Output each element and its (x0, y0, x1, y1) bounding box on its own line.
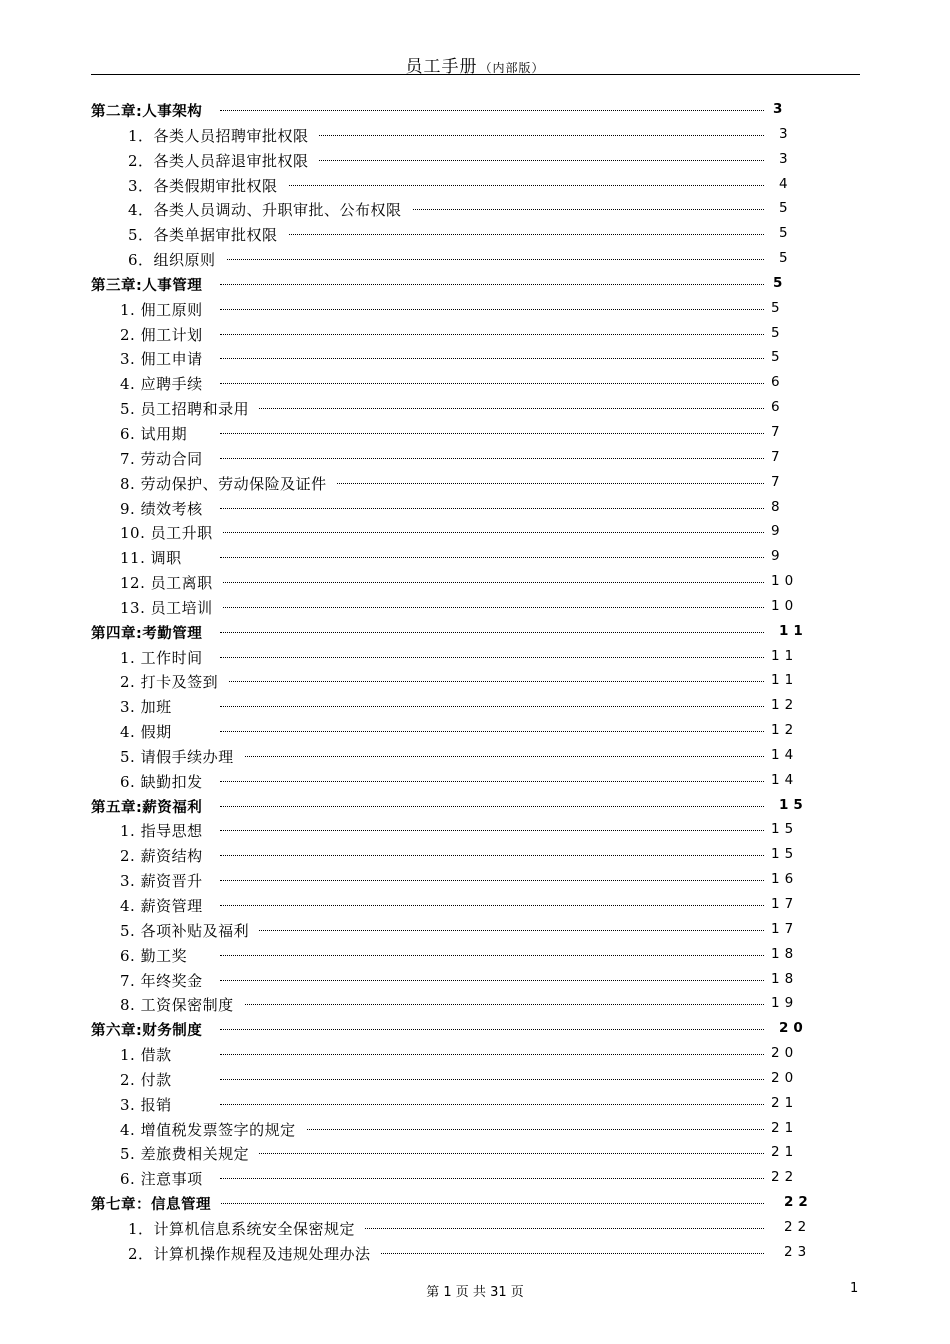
toc-entry-label: 3. 薪资晋升 (120, 870, 213, 891)
toc-entry-label: 第二章:人事架构 (91, 100, 212, 121)
toc-leader-dots (220, 259, 764, 260)
toc-section-entry[interactable] (0, 818, 950, 843)
toc-entry-page: 5 (779, 250, 793, 267)
toc-entry-page: 12 (771, 697, 799, 714)
toc-section-entry[interactable] (0, 496, 950, 521)
toc-entry-page: 14 (771, 746, 799, 763)
toc-leader-dots (220, 980, 764, 981)
toc-leader-dots (220, 185, 764, 186)
toc-entry-label: 2. 薪资结构 (120, 845, 213, 866)
toc-entry-page: 3 (779, 125, 793, 142)
toc-entry-page: 6 (771, 399, 785, 416)
toc-leader-dots (220, 358, 764, 359)
toc-entry-label: 5．各类单据审批权限 (128, 224, 288, 245)
toc-leader-dots (220, 433, 764, 434)
toc-entry-page: 18 (771, 945, 799, 962)
toc-entry-label: 4. 薪资管理 (120, 895, 213, 916)
toc-leader-dots (220, 855, 764, 856)
toc-entry-page: 5 (779, 200, 793, 217)
toc-leader-dots (220, 1029, 764, 1030)
toc-entry-page: 21 (771, 1119, 799, 1136)
toc-entry-page: 22 (784, 1218, 812, 1235)
toc-leader-dots (220, 1178, 764, 1179)
toc-entry-label: 8. 劳动保护、劳动保险及证件 (120, 473, 337, 494)
toc-entry-page: 18 (771, 970, 799, 987)
toc-entry-label: 3. 报销 (120, 1094, 182, 1115)
toc-entry-label: 6. 缺勤扣发 (120, 771, 213, 792)
toc-entry-label: 11. 调职 (120, 547, 192, 568)
toc-entry-page: 15 (779, 796, 808, 813)
toc-leader-dots (220, 508, 764, 509)
toc-section-entry[interactable] (0, 843, 950, 868)
toc-section-entry[interactable] (0, 471, 950, 496)
toc-entry-label: 10. 员工升职 (120, 522, 223, 543)
toc-leader-dots (220, 632, 764, 633)
toc-entry-page: 16 (771, 871, 799, 888)
toc-entry-page: 7 (771, 473, 785, 490)
toc-entry-page: 17 (771, 896, 799, 912)
toc-section-entry[interactable] (0, 1042, 950, 1067)
toc-entry-page: 15 (771, 846, 799, 863)
toc-section-entry[interactable] (0, 297, 950, 322)
toc-leader-dots (220, 557, 764, 558)
toc-section-entry[interactable] (0, 346, 950, 371)
toc-entry-page: 9 (771, 548, 785, 565)
toc-entry-page: 23 (784, 1243, 812, 1260)
toc-section-entry[interactable] (0, 968, 950, 993)
toc-entry-page: 17 (771, 920, 799, 937)
toc-entry-label: 5. 各项补贴及福利 (120, 920, 259, 941)
toc-leader-dots (220, 955, 764, 956)
toc-entry-label: 5. 差旅费相关规定 (120, 1143, 259, 1164)
toc-section-entry[interactable] (0, 421, 950, 446)
toc-leader-dots (220, 905, 764, 906)
footer-total-pages: 31 (490, 1285, 507, 1300)
page-footer (0, 1281, 950, 1300)
toc-section-entry[interactable] (0, 545, 950, 570)
toc-section-entry[interactable] (0, 719, 950, 744)
toc-entry-page: 20 (779, 1020, 808, 1037)
toc-entry-page: 9 (771, 523, 785, 540)
toc-entry-page: 14 (771, 771, 799, 788)
toc-entry-page: 11 (771, 672, 799, 689)
toc-entry-label: 3. 加班 (120, 696, 182, 717)
toc-section-entry[interactable] (0, 173, 950, 198)
toc-entry-page: 20 (771, 1045, 799, 1062)
toc-entry-page: 21 (771, 1094, 799, 1111)
toc-chapter-entry[interactable] (0, 1017, 950, 1042)
toc-entry-label: 2．各类人员辞退审批权限 (128, 150, 319, 171)
toc-entry-label: 2. 付款 (120, 1069, 182, 1090)
toc-leader-dots (220, 582, 764, 583)
toc-section-entry[interactable] (0, 1117, 950, 1142)
toc-section-entry[interactable] (0, 247, 950, 272)
toc-entry-page: 19 (771, 995, 799, 1012)
toc-section-entry[interactable] (0, 992, 950, 1017)
toc-entry-label: 6. 试用期 (120, 423, 197, 444)
toc-entry-label: 2. 佣工计划 (120, 324, 213, 345)
toc-leader-dots (220, 1203, 764, 1204)
toc-entry-label: 4. 增值税发票签字的规定 (120, 1119, 306, 1140)
table-of-contents (0, 98, 950, 1266)
toc-entry-label: 3. 佣工申请 (120, 348, 213, 369)
toc-entry-label: 5. 请假手续办理 (120, 746, 244, 767)
toc-entry-page: 20 (771, 1069, 799, 1086)
toc-leader-dots (220, 880, 764, 881)
toc-leader-dots (220, 607, 764, 608)
toc-entry-label: 第四章:考勤管理 (91, 622, 212, 643)
toc-chapter-entry[interactable] (0, 794, 950, 819)
toc-section-entry[interactable] (0, 1141, 950, 1166)
toc-entry-label: 第七章：信息管理 (91, 1193, 221, 1214)
toc-entry-page: 12 (771, 722, 799, 739)
toc-section-entry[interactable] (0, 371, 950, 396)
footer-current-page: 1 (443, 1285, 452, 1300)
toc-entry-page: 22 (784, 1194, 813, 1211)
toc-section-entry[interactable] (0, 222, 950, 247)
toc-leader-dots (220, 1004, 764, 1005)
document-title: 员工手册 (405, 57, 478, 77)
toc-leader-dots (220, 458, 764, 459)
document-subtitle: （内部版） (479, 61, 545, 75)
toc-section-entry[interactable] (0, 1216, 950, 1241)
toc-entry-label: 13. 员工培训 (120, 597, 223, 618)
toc-entry-page: 5 (771, 324, 785, 341)
toc-leader-dots (220, 681, 764, 682)
toc-section-entry[interactable] (0, 520, 950, 545)
toc-entry-label: 7. 年终奖金 (120, 970, 213, 991)
toc-entry-page: 7 (771, 423, 785, 440)
toc-section-entry[interactable] (0, 1166, 950, 1191)
toc-leader-dots (220, 930, 764, 931)
toc-entry-label: 1. 借款 (120, 1044, 182, 1065)
toc-leader-dots (220, 309, 764, 310)
toc-chapter-entry[interactable] (0, 1191, 950, 1216)
toc-chapter-entry[interactable] (0, 98, 950, 123)
toc-leader-dots (220, 830, 764, 831)
toc-leader-dots (220, 657, 764, 658)
toc-entry-page: 10 (771, 573, 799, 590)
toc-entry-page: 21 (771, 1144, 799, 1161)
toc-section-entry[interactable] (0, 570, 950, 595)
toc-entry-label: 第六章:财务制度 (91, 1019, 212, 1040)
toc-entry-label: 2. 打卡及签到 (120, 671, 228, 692)
toc-entry-page: 3 (773, 101, 788, 117)
toc-entry-label: 4．各类人员调动、升职审批、公布权限 (128, 199, 412, 220)
toc-leader-dots (220, 234, 764, 235)
toc-section-entry[interactable] (0, 148, 950, 173)
toc-entry-page: 10 (771, 597, 799, 614)
toc-entry-label: 1. 指导思想 (120, 820, 213, 841)
toc-leader-dots (220, 1153, 764, 1154)
toc-entry-page: 11 (779, 622, 808, 639)
toc-section-entry[interactable] (0, 123, 950, 148)
toc-entry-label: 7. 劳动合同 (120, 448, 213, 469)
toc-section-entry[interactable] (0, 446, 950, 471)
toc-chapter-entry[interactable] (0, 272, 950, 297)
toc-leader-dots (220, 383, 764, 384)
toc-entry-label: 1．计算机信息系统安全保密规定 (128, 1218, 365, 1239)
toc-leader-dots (220, 1079, 764, 1080)
toc-section-entry[interactable] (0, 322, 950, 347)
toc-entry-page: 3 (779, 150, 793, 167)
toc-entry-label: 2．计算机操作规程及违规处理办法 (128, 1243, 381, 1264)
toc-section-entry[interactable] (0, 396, 950, 421)
toc-entry-page: 8 (771, 498, 785, 515)
toc-section-entry[interactable] (0, 694, 950, 719)
toc-leader-dots (220, 781, 764, 782)
toc-leader-dots (220, 1054, 764, 1055)
toc-entry-label: 1．各类人员招聘审批权限 (128, 125, 319, 146)
footer-prefix: 第 (426, 1285, 440, 1300)
toc-section-entry[interactable] (0, 1067, 950, 1092)
page-number: 1 (850, 1281, 859, 1296)
toc-leader-dots (220, 408, 764, 409)
toc-entry-page: 5 (771, 299, 785, 316)
toc-entry-page: 11 (771, 647, 799, 664)
toc-entry-page: 5 (771, 349, 785, 366)
toc-section-entry[interactable] (0, 943, 950, 968)
toc-chapter-entry[interactable] (0, 620, 950, 645)
toc-leader-dots (220, 334, 764, 335)
toc-entry-page: 5 (773, 274, 788, 291)
footer-middle: 页 共 (455, 1285, 486, 1300)
toc-entry-label: 6．组织原则 (128, 249, 226, 270)
toc-section-entry[interactable] (0, 744, 950, 769)
toc-entry-page: 22 (771, 1169, 799, 1186)
header-divider (91, 74, 860, 75)
toc-leader-dots (220, 706, 764, 707)
toc-leader-dots (220, 110, 764, 111)
toc-entry-page: 5 (779, 225, 793, 242)
toc-section-entry[interactable] (0, 1092, 950, 1117)
toc-entry-page: 15 (771, 821, 799, 838)
toc-section-entry[interactable] (0, 197, 950, 222)
toc-leader-dots (220, 532, 764, 533)
toc-entry-label: 4. 假期 (120, 721, 182, 742)
toc-entry-label: 4. 应聘手续 (120, 373, 213, 394)
toc-entry-label: 3．各类假期审批权限 (128, 175, 288, 196)
toc-entry-label: 5. 员工招聘和录用 (120, 398, 259, 419)
footer-suffix: 页 (510, 1285, 524, 1300)
toc-entry-page: 6 (771, 374, 785, 391)
toc-leader-dots (220, 284, 764, 285)
toc-leader-dots (220, 1104, 764, 1105)
toc-leader-dots (220, 756, 764, 757)
toc-entry-page: 4 (779, 175, 793, 192)
toc-section-entry[interactable] (0, 595, 950, 620)
toc-entry-label: 6. 注意事项 (120, 1168, 213, 1189)
toc-entry-page: 7 (771, 448, 785, 465)
toc-entry-label: 6. 勤工奖 (120, 945, 197, 966)
toc-entry-label: 9. 绩效考核 (120, 498, 213, 519)
toc-entry-label: 1. 工作时间 (120, 647, 213, 668)
toc-section-entry[interactable] (0, 769, 950, 794)
toc-section-entry[interactable] (0, 1241, 950, 1266)
toc-section-entry[interactable] (0, 868, 950, 893)
toc-section-entry[interactable] (0, 893, 950, 918)
toc-entry-label: 1. 佣工原则 (120, 299, 213, 320)
toc-entry-label: 12. 员工离职 (120, 572, 223, 593)
toc-section-entry[interactable] (0, 918, 950, 943)
toc-entry-label: 8. 工资保密制度 (120, 994, 244, 1015)
toc-leader-dots (220, 731, 764, 732)
toc-entry-label: 第五章:薪资福利 (91, 796, 212, 817)
toc-section-entry[interactable] (0, 669, 950, 694)
toc-leader-dots (220, 806, 764, 807)
toc-entry-label: 第三章:人事管理 (91, 274, 212, 295)
toc-section-entry[interactable] (0, 645, 950, 670)
